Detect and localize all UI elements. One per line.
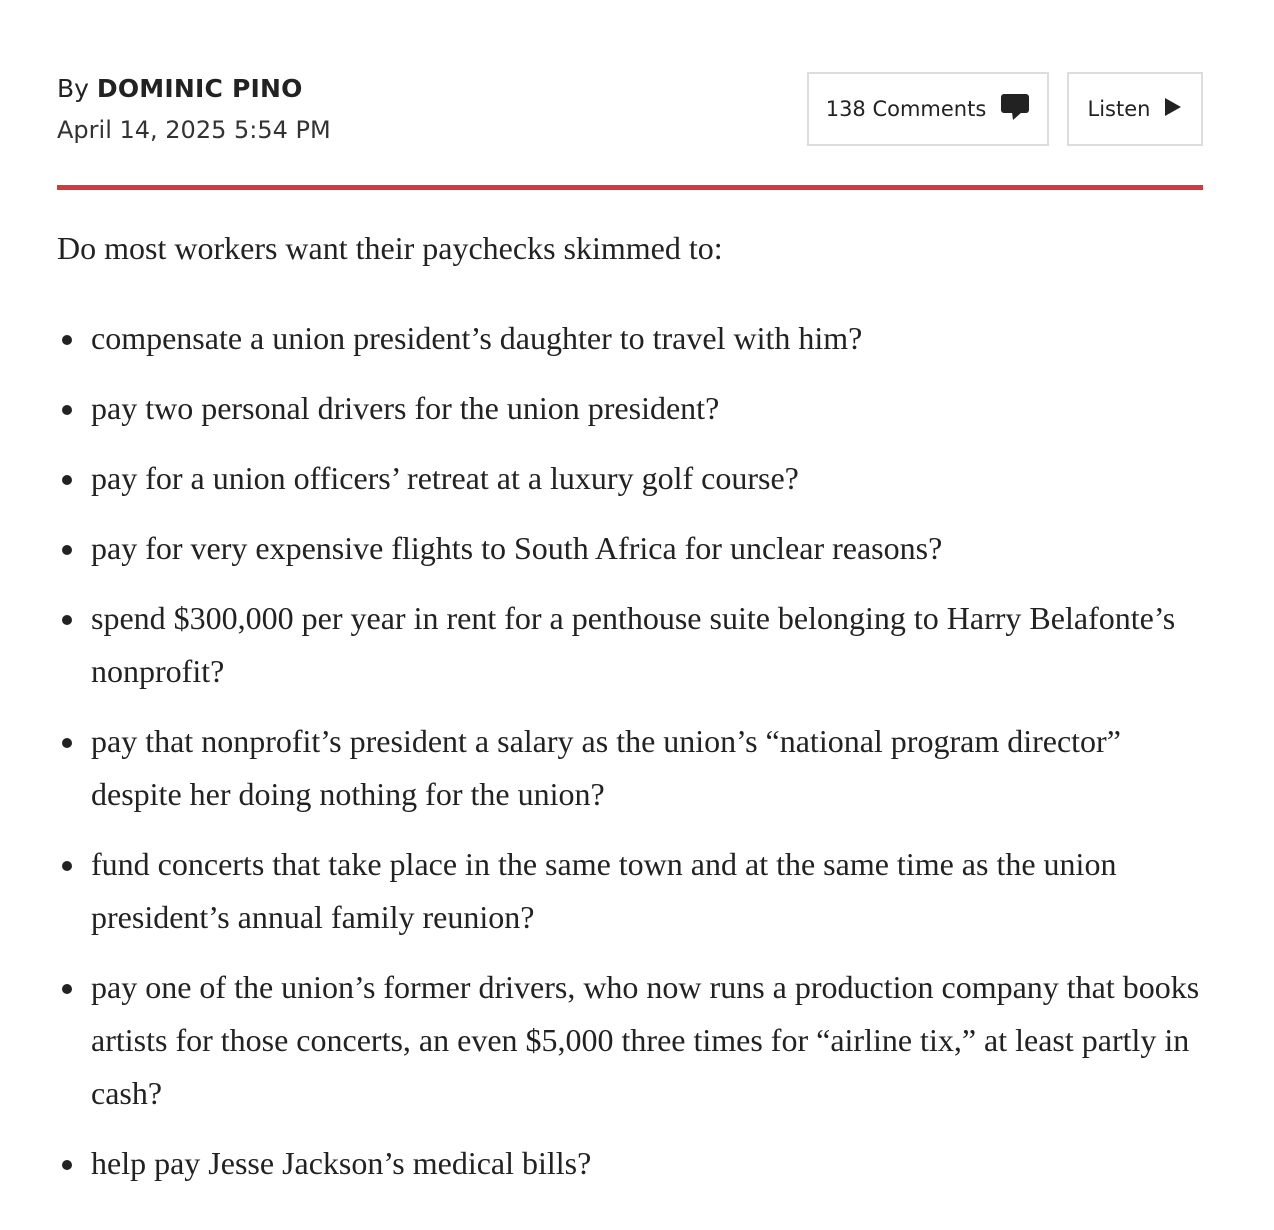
bullet-icon	[62, 1160, 72, 1170]
list-item-text: fund concerts that take place in the same town and at the same time as the union president’s annual family reunion?	[91, 846, 1117, 935]
list-item	[57, 592, 1207, 698]
bullet-icon	[62, 738, 72, 748]
article-header	[57, 72, 1203, 152]
list-item	[57, 838, 1207, 944]
bullet-icon	[62, 475, 72, 485]
list-item	[57, 961, 1207, 1120]
speech-bubble-icon	[1000, 93, 1030, 126]
byline	[57, 74, 303, 103]
bullet-icon	[62, 545, 72, 555]
bullet-icon	[62, 861, 72, 871]
listen-label: Listen	[1087, 97, 1151, 121]
question-list	[57, 312, 1207, 1190]
bullet-icon	[62, 335, 72, 345]
list-item-text: spend $300,000 per year in rent for a penthouse suite belonging to Harry Belafonte’s nonprofit?	[91, 600, 1176, 689]
bullet-icon	[62, 405, 72, 415]
list-item	[57, 382, 1207, 435]
list-item-text: pay that nonprofit’s president a salary as the union’s “national program director” despite her doing nothing for the union?	[91, 723, 1121, 812]
list-item-text: pay for very expensive flights to South Africa for unclear reasons?	[91, 530, 943, 566]
list-item	[57, 522, 1207, 575]
list-item-text: pay two personal drivers for the union president?	[91, 390, 720, 426]
comments-label: 138 Comments	[825, 97, 987, 121]
list-item	[57, 312, 1207, 365]
article-body	[57, 222, 1207, 1207]
list-item-text: compensate a union president’s daughter to travel with him?	[91, 320, 863, 356]
list-item	[57, 1137, 1207, 1190]
publish-date: April 14, 2025 5:54 PM	[57, 116, 331, 144]
header-divider	[57, 185, 1203, 190]
listen-button[interactable]	[1067, 72, 1203, 146]
list-item-text: pay for a union officers’ retreat at a luxury golf course?	[91, 460, 799, 496]
byline-prefix: By	[57, 74, 89, 103]
list-item	[57, 452, 1207, 505]
list-item-text: pay one of the union’s former drivers, who now runs a production company that books artists for those concerts, an even $5,000 three times for “airline tix,” at least partly in cash?	[91, 969, 1200, 1111]
comments-button[interactable]	[807, 72, 1049, 146]
list-item-text: help pay Jesse Jackson’s medical bills?	[91, 1145, 592, 1181]
author-link[interactable]: DOMINIC PINO	[96, 74, 303, 103]
bullet-icon	[62, 984, 72, 994]
lead-paragraph: Do most workers want their paychecks skimmed to:	[57, 230, 723, 266]
list-item	[57, 715, 1207, 821]
bullet-icon	[62, 615, 72, 625]
play-icon	[1164, 97, 1182, 122]
